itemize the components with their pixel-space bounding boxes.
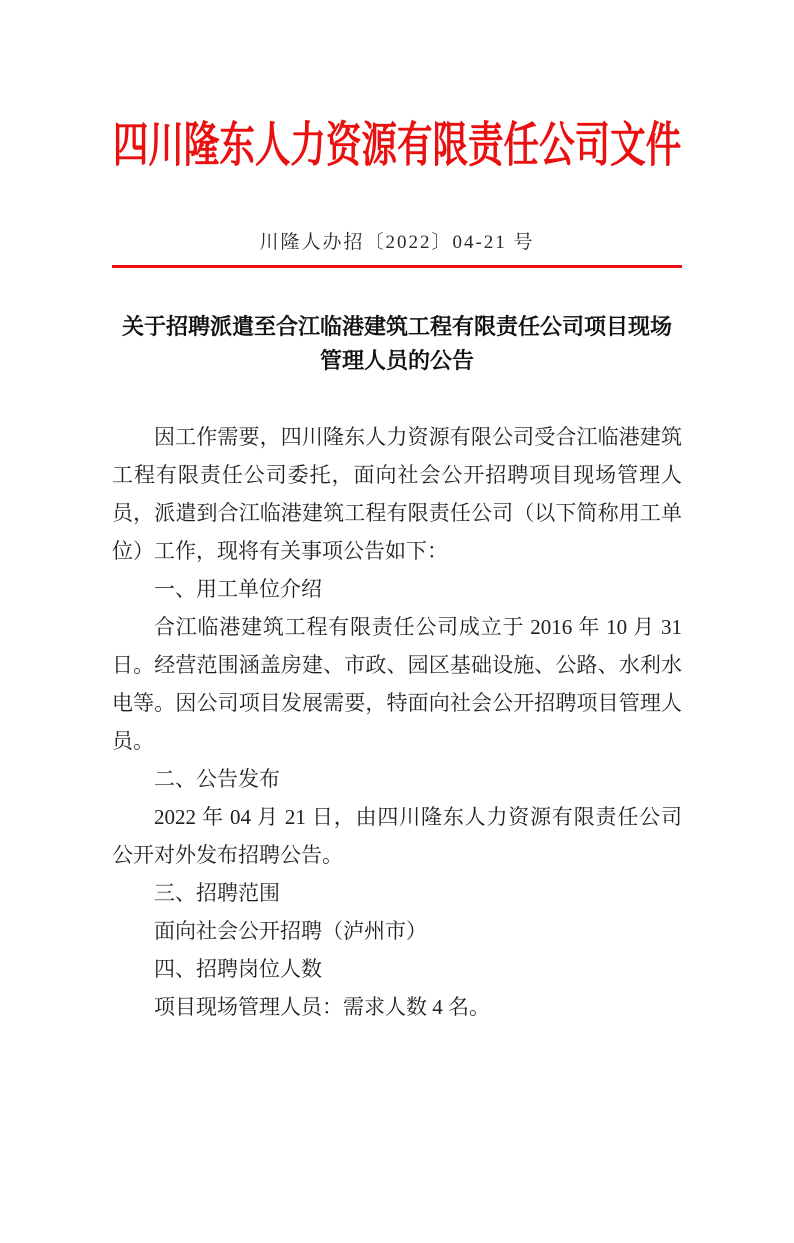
document-reference-number: 川隆人办招〔2022〕04-21 号	[259, 232, 535, 253]
section-heading-4: 四、招聘岗位人数	[154, 957, 322, 981]
body-paragraph-recruit-scope: 面向社会公开招聘（泸州市）	[154, 919, 427, 943]
letterhead-title: 四川隆东人力资源有限责任公司文件	[112, 119, 682, 172]
red-divider-line	[112, 265, 682, 268]
section-heading-1: 一、用工单位介绍	[154, 577, 322, 601]
body-paragraph-announcement-date: 2022 年 04 月 21 日，由四川隆东人力资源有限责任公司公开对外发布招聘公告。	[112, 805, 682, 867]
document-body	[112, 418, 682, 1026]
announcement-title	[112, 310, 682, 378]
body-paragraph-company-intro: 合江临港建筑工程有限责任公司成立于 2016 年 10 月 31 日。经营范围涵盖房建、市政、园区基础设施、公路、水利水电等。因公司项目发展需要，特面向社会公开招聘项目管理人员。	[112, 615, 682, 753]
section-heading-2: 二、公告发布	[154, 767, 280, 791]
body-paragraph-intro: 因工作需要，四川隆东人力资源有限公司受合江临港建筑工程有限责任公司委托，面向社会公开招聘项目现场管理人员，派遣到合江临港建筑工程有限责任公司（以下简称用工单位）工作，现将有关事项公告如下：	[112, 425, 682, 563]
letterhead-banner	[112, 120, 682, 172]
document-page	[0, 120, 794, 1243]
announcement-title-line2: 管理人员的公告	[319, 348, 474, 373]
announcement-title-line1: 关于招聘派遣至合江临港建筑工程有限责任公司项目现场	[121, 314, 672, 339]
body-paragraph-position-count: 项目现场管理人员：需求人数 4 名。	[154, 995, 490, 1019]
section-heading-3: 三、招聘范围	[154, 881, 280, 905]
